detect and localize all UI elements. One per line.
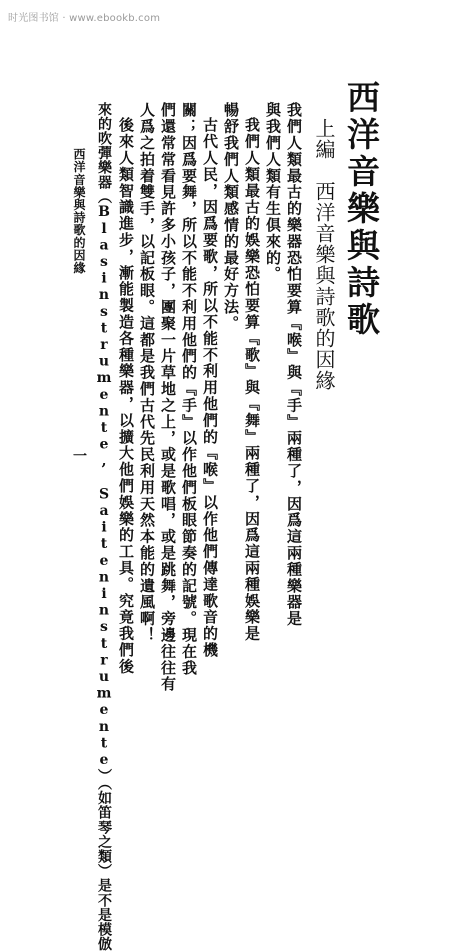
body-line: 來的吹彈樂器（Blasinstrumente, Saiteninstrumente）（如笛琴之類）是不是模倣	[96, 102, 112, 951]
page-title: 西洋音樂與詩歌	[342, 80, 381, 339]
body-line: 人爲之拍着雙手，以記板眼。這都是我們古代先民利用天然本能的遺風啊！	[138, 102, 156, 644]
running-footer: 西洋音樂與詩歌的因緣	[72, 148, 86, 274]
body-line: 暢舒我們人類感情的最好方法。	[222, 102, 240, 332]
body-line: 與我們人類有生俱來的。	[264, 102, 282, 283]
body-line: 關；因爲要舞，所以不能不利用他們的『手』以作他們板眼節奏的記號。現在我	[180, 102, 198, 676]
page-number: 一	[73, 449, 87, 465]
body-line: 我們人類最古的樂器恐怕要算『喉』與『手』兩種了，因爲這兩種樂器是	[285, 102, 303, 627]
section-subtitle: 上編 西洋音樂與詩歌的因緣	[312, 118, 336, 391]
body-line: 後來人類智識進步，漸能製造各種樂器，以擴大他們娛樂的工具。究竟我們後	[117, 117, 135, 675]
body-line: 古代人民，因爲要歌，所以不能不利用他們的『喉』以作他們傳達歌音的機	[201, 117, 219, 659]
body-line: 我們人類最古的娛樂恐怕要算『歌』與『舞』兩種了，因爲這兩種娛樂是	[243, 117, 261, 642]
body-line: 們還常常看見許多小孩子，團聚一片草地之上，或是歌唱，或是跳舞，旁邊往往有	[159, 102, 177, 693]
watermark: 时光图书馆 · www.ebookb.com	[8, 13, 161, 24]
